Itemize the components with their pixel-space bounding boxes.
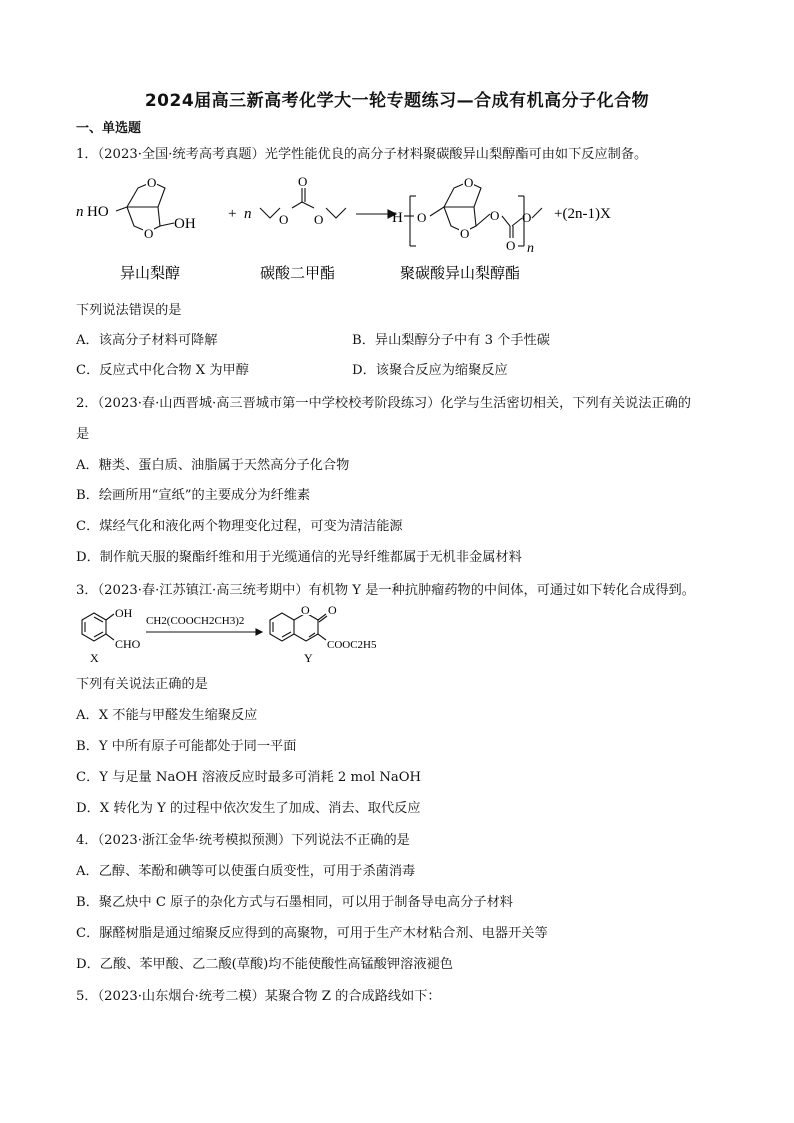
q1-option-b: B．异山梨醇分子中有 3 个手性碳 [352,333,550,348]
q1-option-a: A．该高分子材料可降解 [76,333,218,348]
q3-reagent: CH2(COOCH2CH3)2 [146,615,245,627]
dmc-o-left: O [279,212,289,227]
q2-option-d: D．制作航天服的聚酯纤维和用于光缆通信的光导纤维都属于无机非金属材料 [76,550,522,565]
q1-prompt: 下列说法错误的是 [76,303,182,318]
dmc-o-right: O [314,212,324,227]
x-oh: OH [115,606,133,620]
polymer-o-carbonyl: O [506,238,516,253]
page-title: 2024届高三新高考化学大一轮专题练习—合成有机高分子化合物 [144,91,650,111]
q1-prod-n: n [527,241,534,256]
q4-option-c: C．脲醛树脂是通过缩聚反应得到的高聚物，可用于生产木材粘合剂、电器开关等 [76,926,548,941]
q1-r2-coef: n [244,206,252,222]
q4-option-d: D．乙酸、苯甲酸、乙二酸(草酸)均不能使酸性高锰酸钾溶液褪色 [76,957,453,972]
q4-option-b: B．聚乙炔中 C 原子的杂化方式与石墨相同，可以用于制备导电高分子材料 [76,895,513,910]
y-o-carbonyl: O [328,603,337,617]
q1-stem: 1．（2023·全国·统考高考真题）光学性能优良的高分子材料聚碳酸异山梨醇酯可由如下反应制备。 [76,147,648,162]
polymer-o-ester: O [490,208,500,223]
y-o-ring: O [301,603,310,617]
q5-stem: 5．（2023·山东烟台·统考二模）某聚合物 Z 的合成路线如下： [76,989,441,1004]
label-polycarbonate: 聚碳酸异山梨醇酯 [400,264,521,282]
y-coumarin-structure [270,613,327,641]
q4-option-a: A．乙醇、苯酚和碘等可以使蛋白质变性，可用于杀菌消毒 [76,864,416,879]
q2-stem: 2．（2023·春·山西晋城·高三晋城市第一中学校校考阶段练习）化学与生活密切相关，下列有关说法正确的 [76,396,691,411]
q1-r1-coef: n [76,204,84,220]
label-dimethyl-carbonate: 碳酸二甲酯 [260,264,336,282]
reaction-arrow [356,210,396,218]
q3-prompt: 下列有关说法正确的是 [76,677,208,692]
q1-r1-oh: OH [174,216,196,232]
dimethyl-carbonate-structure [260,188,346,218]
q1-reaction-scheme [70,172,670,288]
dmc-o-top: O [298,174,308,189]
polymer-o-left: O [417,210,427,225]
q3-stem: 3．（2023·春·江苏镇江·高三统考期中）有机物 Y 是一种抗肿瘤药物的中间体，可通过如下转化合成得到。 [76,583,695,598]
isosorbide-o-bottom: O [144,226,154,241]
q2-option-b: B．绘画所用“宣纸”的主要成分为纤维素 [76,488,311,503]
q1-byproduct: +(2n-1)X [554,206,611,222]
q2-option-a: A．糖类、蛋白质、油脂属于天然高分子化合物 [76,458,350,473]
isosorbide-structure [116,182,174,232]
q1-option-c: C．反应式中化合物 X 为甲醇 [76,363,249,378]
polymer-o-ring-bottom: O [460,226,470,241]
q3-option-c: C．Y 与足量 NaOH 溶液反应时最多可消耗 2 mol NaOH [76,770,422,785]
q1-plus: + [228,206,237,222]
y-ester: COOC2H5 [327,639,377,651]
q3-option-d: D．X 转化为 Y 的过程中依次发生了加成、消去、取代反应 [76,801,421,816]
x-cho: CHO [115,637,141,651]
polymer-o-end: O [522,210,532,225]
q3-reaction-scheme [70,602,430,670]
isosorbide-o-top: O [147,175,157,190]
q4-stem: 4．（2023·浙江金华·统考模拟预测）下列说法不正确的是 [76,833,410,848]
label-isosorbide: 异山梨醇 [120,264,181,282]
q3-option-a: A．X 不能与甲醛发生缩聚反应 [76,708,258,723]
q1-option-d: D．该聚合反应为缩聚反应 [352,363,508,378]
q1-prod-h: H [392,210,403,226]
x-benzene-ring [82,613,114,641]
polymer-o-ring-top: O [464,175,474,190]
y-label: Y [304,651,313,665]
q1-r1-ho: HO [87,204,109,220]
q3-option-b: B．Y 中所有原子可能都处于同一平面 [76,739,297,754]
x-label: X [90,651,99,665]
q2-stem-cont: 是 [76,427,90,442]
section-heading: 一、单选题 [76,121,142,136]
q2-option-c: C．煤经气化和液化两个物理变化过程，可变为清洁能源 [76,519,403,534]
q3-arrow [146,629,262,635]
